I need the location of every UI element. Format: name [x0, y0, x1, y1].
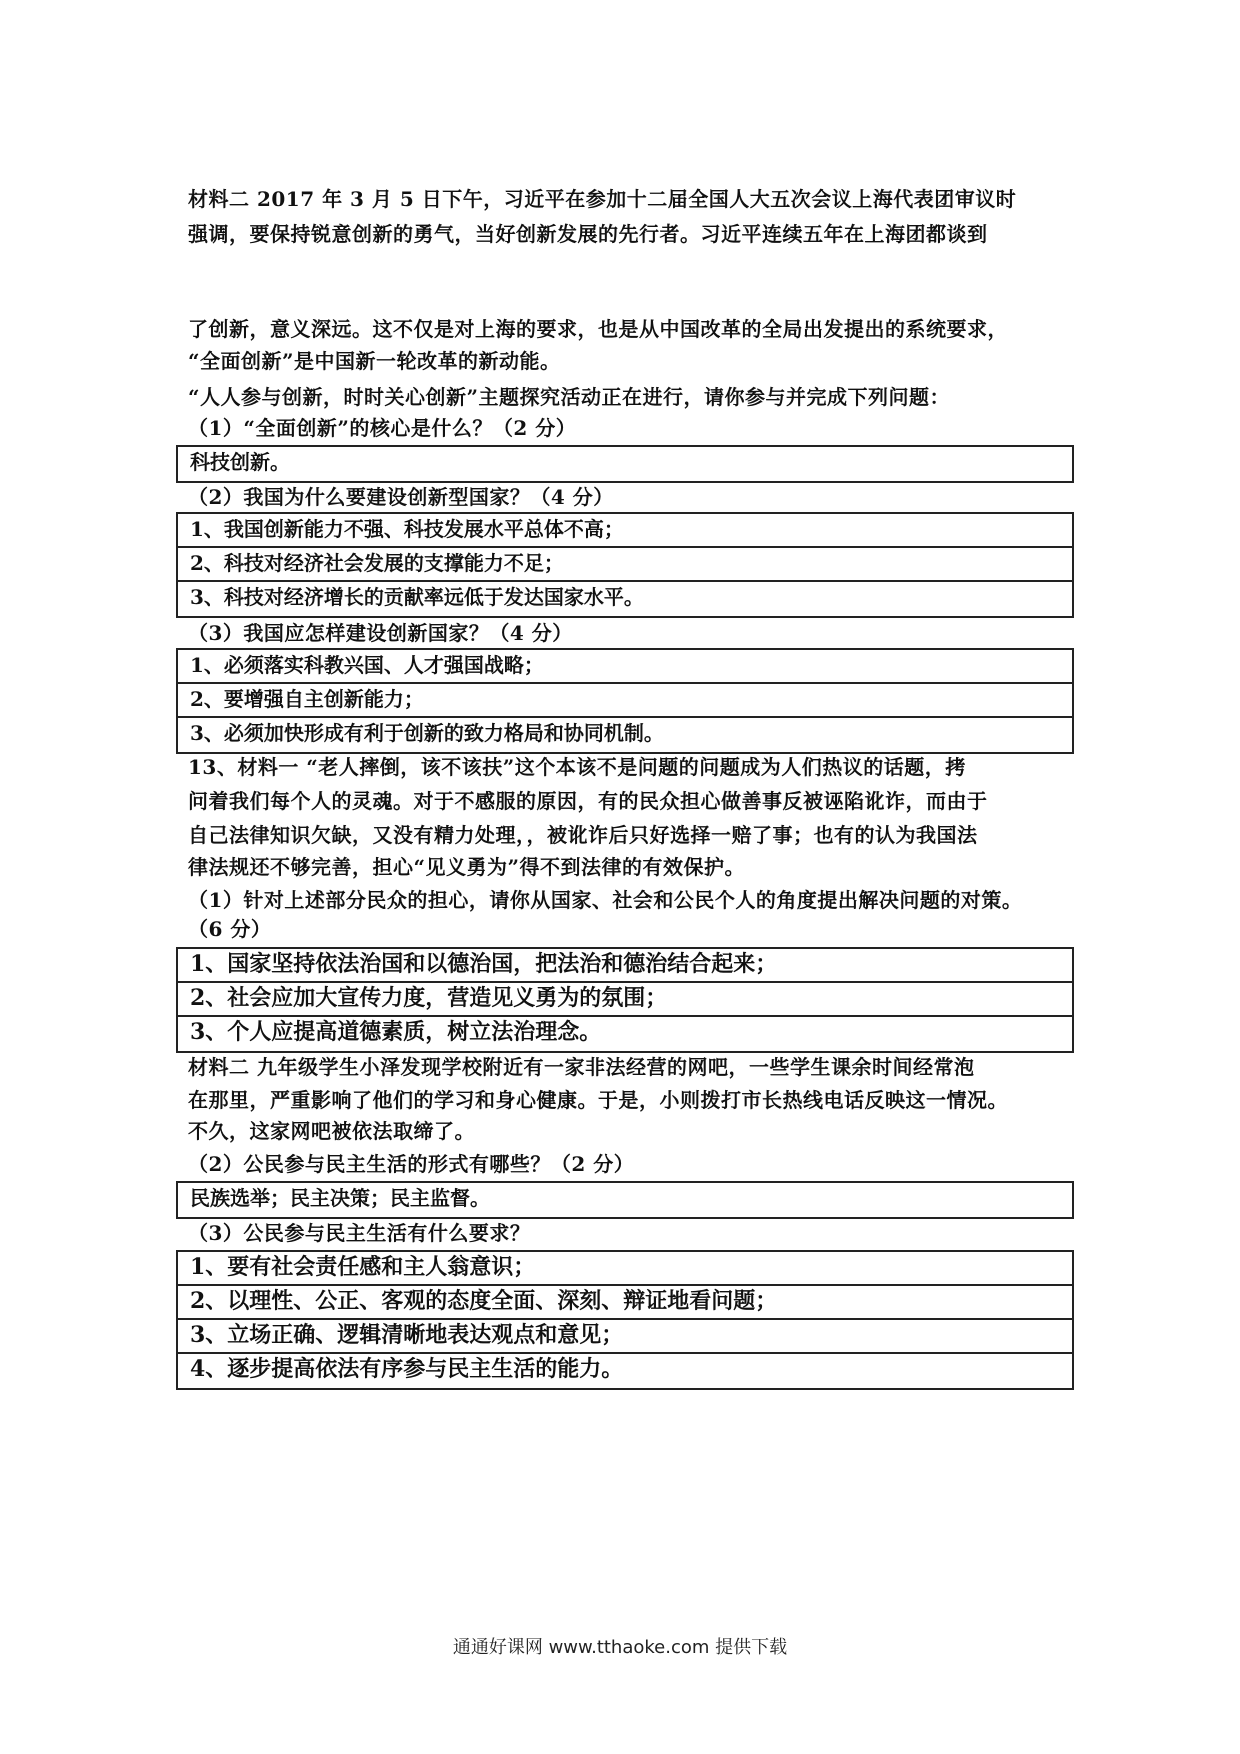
answer-row: 2、科技对经济社会发展的支撑能力不足； — [178, 548, 1072, 582]
material2-line-3: 了创新，意义深远。这不仅是对上海的要求，也是从中国改革的全局出发提出的系统要求， — [188, 317, 1008, 341]
footer-download-notice: 通通好课网 www.tthaoke.com 提供下载 — [452, 1637, 788, 1658]
q13-line-2: 问着我们每个人的灵魂。对于不感服的原因，有的民众担心做善事反被诬陷讹诈，而由于 — [188, 789, 988, 813]
answer-row: 3、立场正确、逻辑清晰地表达观点和意见； — [178, 1320, 1072, 1354]
answer-row: 1、我国创新能力不强、科技发展水平总体不高； — [178, 514, 1072, 548]
material2-line-1: 材料二 2017 年 3 月 5 日下午，习近平在参加十二届全国人大五次会议上海代表团审议时 — [188, 187, 1017, 211]
q13-sub1-points: （6 分） — [188, 917, 272, 941]
q13-sub2-question: （2）公民参与民主生活的形式有哪些？（2 分） — [188, 1152, 635, 1176]
answer-box-q13-1 — [176, 947, 1074, 1053]
answer-box-q1 — [176, 445, 1074, 483]
answer-row: 1、国家坚持依法治国和以德治国，把法治和德治结合起来； — [178, 949, 1072, 983]
q13-material2-line-2: 在那里，严重影响了他们的学习和身心健康。于是，小则拨打市长热线电话反映这一情况。 — [188, 1088, 1008, 1112]
material2-line-2: 强调，要保持锐意创新的勇气，当好创新发展的先行者。习近平连续五年在上海团都谈到 — [188, 222, 988, 246]
answer-box-q13-2 — [176, 1181, 1074, 1219]
answer-box-q2 — [176, 512, 1074, 618]
question-3: （3）我国应怎样建设创新国家？（4 分） — [188, 621, 573, 645]
question-1: （1）“全面创新”的核心是什么？（2 分） — [188, 416, 577, 440]
answer-row: 科技创新。 — [190, 450, 290, 474]
q13-line-4: 律法规还不够完善，担心“见义勇为”得不到法律的有效保护。 — [188, 855, 746, 879]
answer-row: 3、个人应提高道德素质，树立法治理念。 — [190, 1019, 602, 1045]
answer-row: 2、要增强自主创新能力； — [178, 684, 1072, 718]
q13-sub3-question: （3）公民参与民主生活有什么要求？ — [188, 1221, 531, 1245]
question-2: （2）我国为什么要建设创新型国家？（4 分） — [188, 485, 614, 509]
answer-row: 2、以理性、公正、客观的态度全面、深刻、辩证地看问题； — [178, 1286, 1072, 1320]
answer-row: 1、必须落实科教兴国、人才强国战略； — [178, 650, 1072, 684]
q13-material2-line-3: 不久，这家网吧被依法取缔了。 — [188, 1119, 475, 1143]
q13-sub1-question: （1）针对上述部分民众的担心，请你从国家、社会和公民个人的角度提出解决问题的对策。 — [188, 888, 1023, 912]
answer-row: 4、逐步提高依法有序参与民主生活的能力。 — [190, 1356, 624, 1382]
answer-row: 2、社会应加大宣传力度，营造见义勇为的氛围； — [178, 983, 1072, 1017]
q13-material2-line-1: 材料二 九年级学生小泽发现学校附近有一家非法经营的网吧，一些学生课余时间经常泡 — [188, 1055, 975, 1079]
answer-row: 3、科技对经济增长的贡献率远低于发达国家水平。 — [190, 585, 644, 609]
answer-row: 民族选举；民主决策；民主监督。 — [190, 1186, 490, 1210]
answer-row: 3、必须加快形成有利于创新的致力格局和协同机制。 — [190, 721, 664, 745]
answer-box-q3 — [176, 648, 1074, 754]
activity-instruction: “人人参与创新，时时关心创新”主题探究活动正在进行，请你参与并完成下列问题： — [188, 385, 951, 409]
answer-row: 1、要有社会责任感和主人翁意识； — [178, 1252, 1072, 1286]
answer-box-q13-3 — [176, 1250, 1074, 1390]
q13-line-1: 13、材料一 “老人摔倒，该不该扶”这个本该不是问题的问题成为人们热议的话题，拷 — [188, 755, 966, 779]
material2-line-4: “全面创新”是中国新一轮改革的新动能。 — [188, 349, 561, 373]
q13-line-3: 自己法律知识欠缺，又没有精力处理，，被讹诈后只好选择一赔了事；也有的认为我国法 — [188, 823, 978, 847]
